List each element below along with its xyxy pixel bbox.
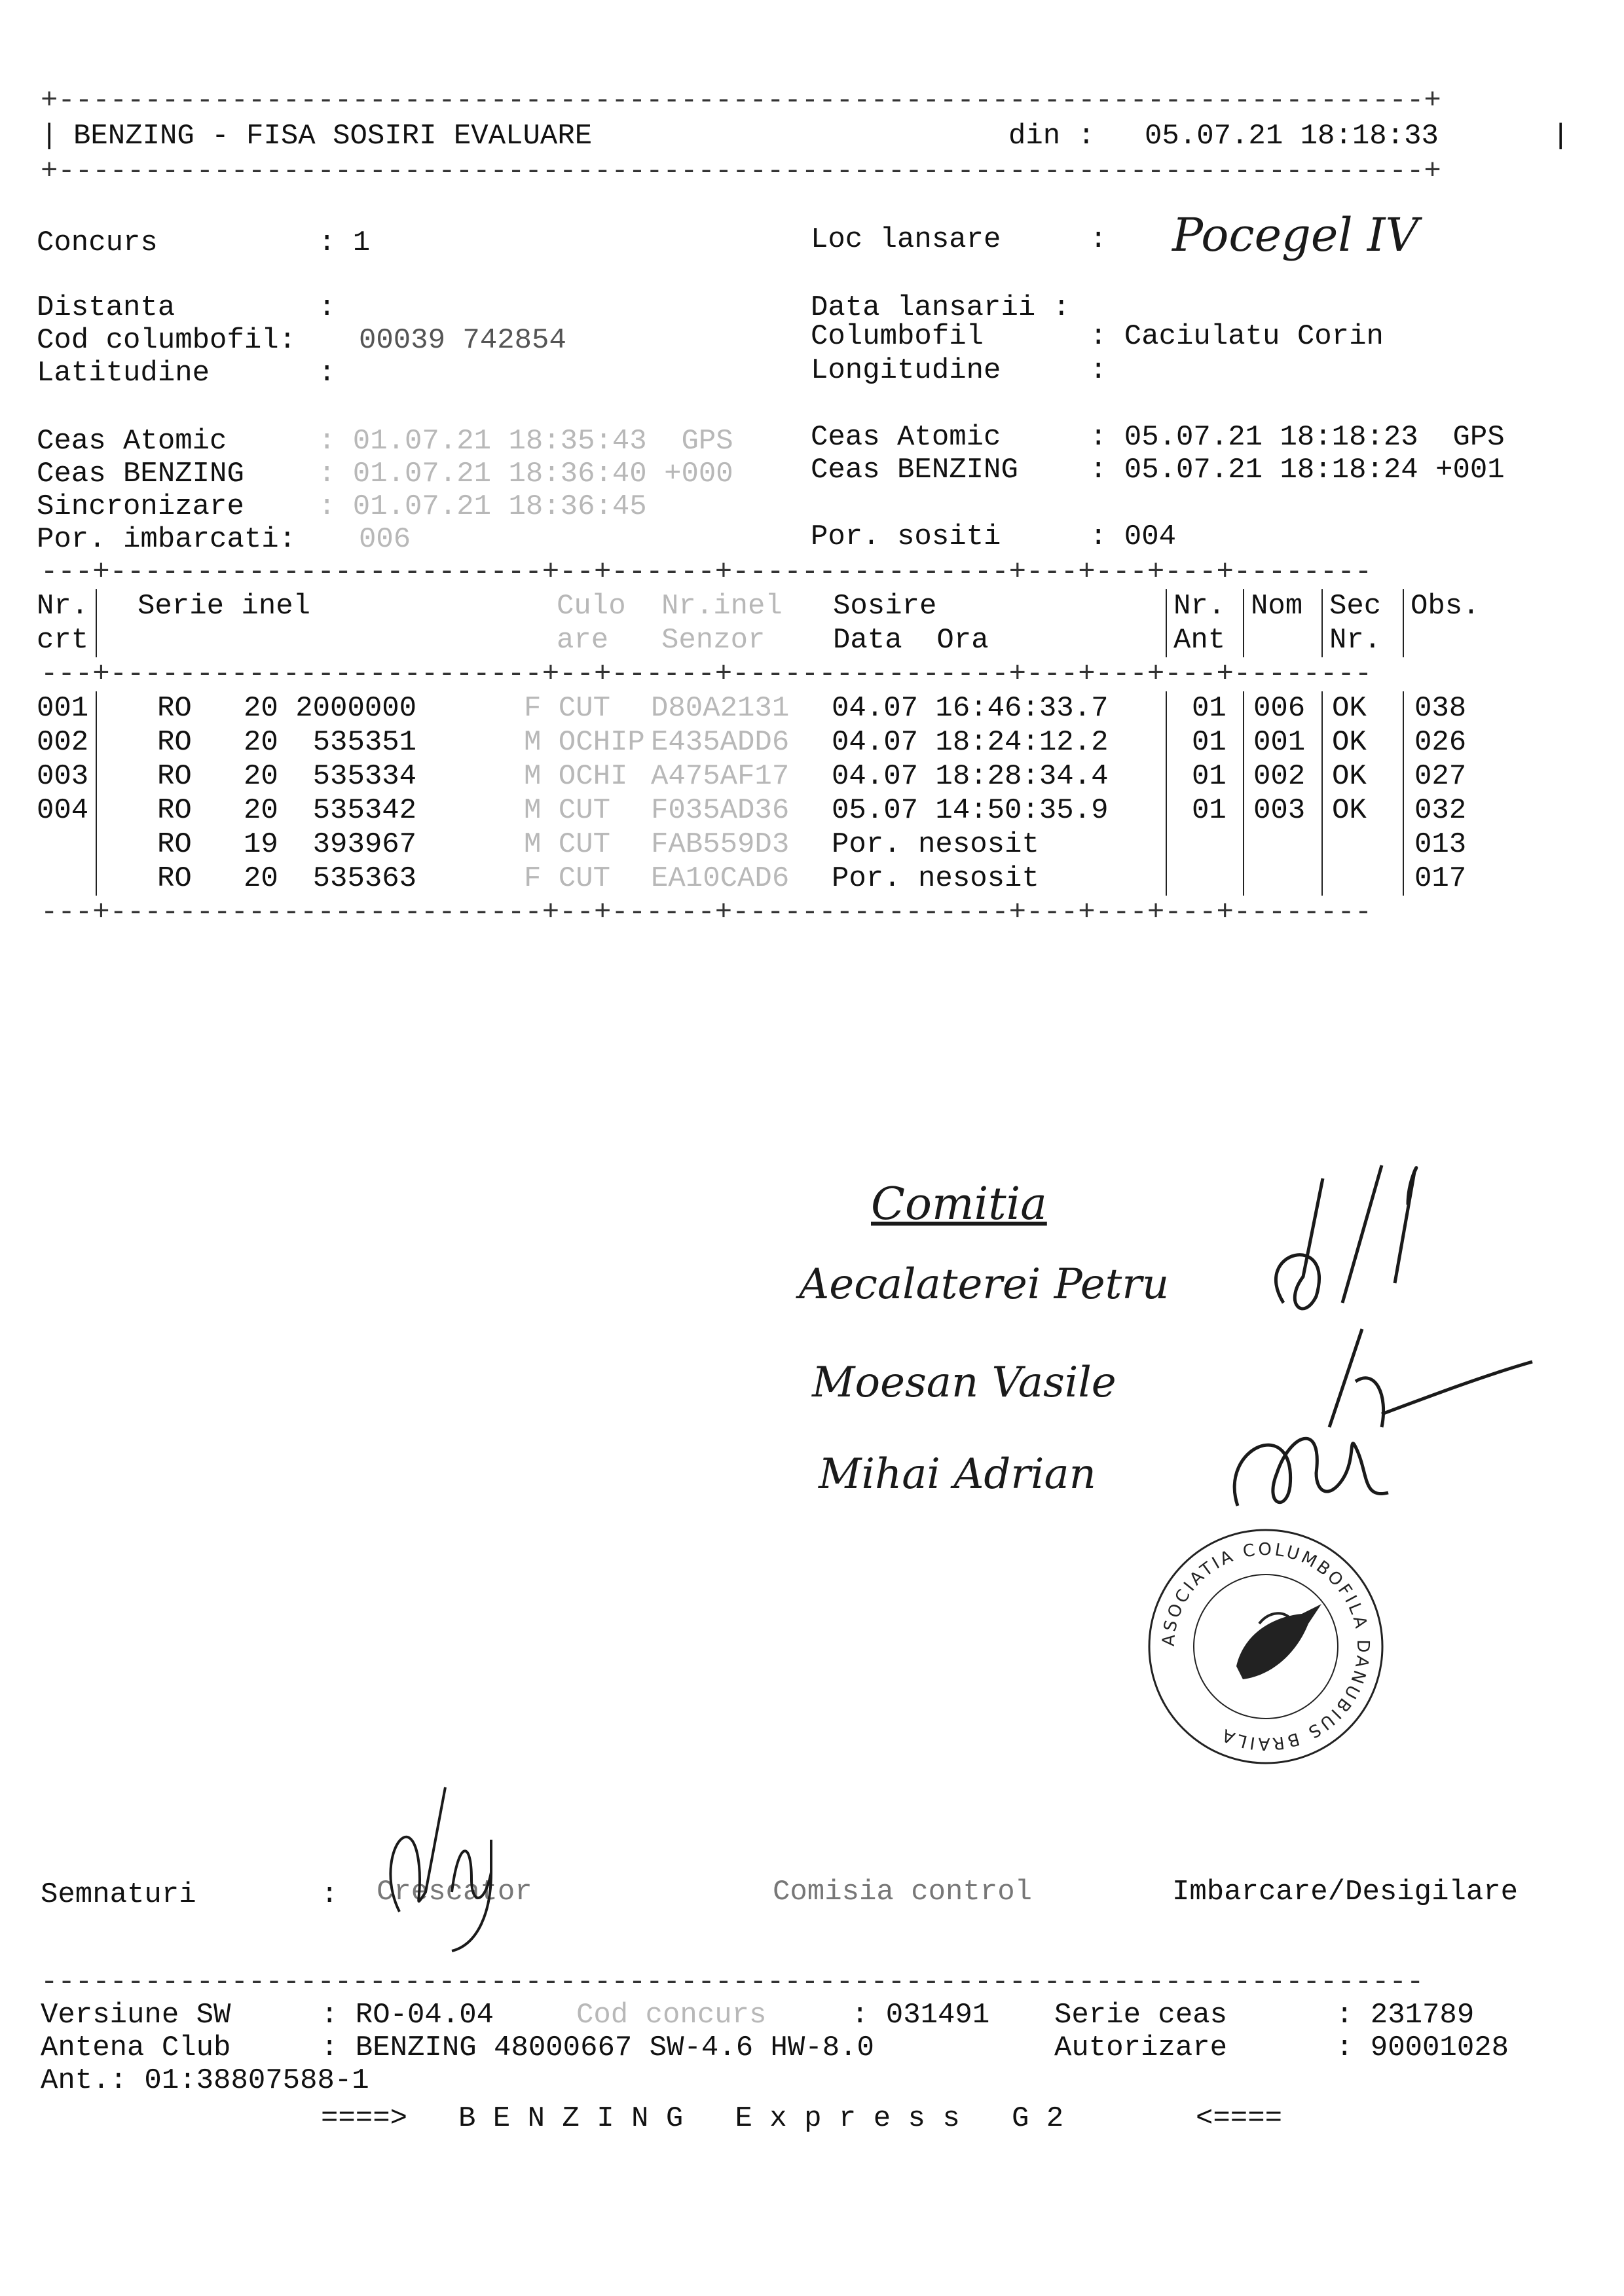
row-nr: 003 [37,760,89,793]
header-din-value: 05.07.21 18:18:33 [1145,120,1439,153]
row-obs: 026 [1414,726,1467,759]
cod-columbofil-value: 00039 742854 [359,324,566,357]
row-sosire: 05.07 14:50:35.9 [832,794,1109,827]
serie-ceas-label: Serie ceas [1054,1999,1228,2032]
row-ant: 01 [1192,760,1227,793]
semnaturi-label: Semnaturi [41,1878,196,1911]
commission-signature-1 [1244,1152,1454,1336]
col-rule-ant [1166,589,1167,657]
th-nr: Nr. [37,590,89,623]
header-din-label: din : [1008,120,1096,153]
row-sosire: Por. nesosit [832,862,1039,895]
row-senzor: FAB559D3 [651,828,790,861]
loc-lansare-label: Loc lansare [811,223,1001,256]
autorizare-label: Autorizare [1054,2032,1228,2064]
th-data-ora: Data Ora [833,624,989,657]
loc-lansare-sep: : [1090,223,1107,256]
col-rule-1 [96,589,97,657]
cod-concurs-value: : 031491 [851,1999,990,2032]
row-senzor: D80A2131 [651,692,790,725]
row-sex: F CUT [524,692,611,725]
commission-member-1: Aecalaterei Petru [799,1260,1170,1309]
crescator-signature [373,1761,517,1958]
row-ring: RO 20 535334 [157,760,417,793]
th-nrinel: Nr.inel [661,590,783,623]
ceas-benzing-right-value: : 05.07.21 18:18:24 +001 [1090,454,1505,486]
row-ring: RO 20 2000000 [157,692,417,725]
row-obs: 017 [1414,862,1467,895]
row-nr: 001 [37,692,89,725]
header-right-bar: | [1552,120,1570,153]
row-ant: 01 [1192,692,1227,725]
latitudine-label: Latitudine [37,357,210,390]
pigeon-icon [1236,1604,1321,1679]
versiune-sw-value: : RO-04.04 [321,1999,494,2032]
th-culo: Culo [557,590,626,623]
th-sec-nr: Nr. [1329,624,1382,657]
imbarcare-desigilare-label: Imbarcare/Desigilare [1172,1876,1519,1908]
por-imbarcati-value: 006 [359,523,411,556]
th-are: are [557,624,609,657]
row-ring: RO 19 393967 [157,828,417,861]
th-sec: Sec [1329,590,1382,623]
th-obs: Obs. [1411,590,1480,623]
row-nom: 001 [1253,726,1306,759]
loc-lansare-handwritten: Pocegel IV [1172,208,1419,262]
commission-member-3: Mihai Adrian [819,1450,1096,1499]
commission-title: Comitia [871,1178,1047,1230]
header-border-top: +-------------------------------------------------------------------------------+ [41,84,1441,117]
row-ant: 01 [1192,726,1227,759]
row-ring: RO 20 535351 [157,726,417,759]
col-rule-sec-b [1321,691,1323,896]
ceas-atomic-right-value: : 05.07.21 18:18:23 GPS [1090,421,1505,454]
row-nr: 002 [37,726,89,759]
columbofil-value: : Caciulatu Corin [1090,320,1384,353]
distanta-value: : [318,291,336,324]
row-sec: OK [1332,692,1367,725]
commission-signature-3 [1218,1408,1414,1525]
ceas-atomic-left-value: : 01.07.21 18:35:43 GPS [318,425,733,458]
row-senzor: EA10CAD6 [651,862,790,895]
concurs-label: Concurs [37,227,158,259]
row-nr: 004 [37,794,89,827]
columbofil-label: Columbofil [811,320,984,353]
row-ring: RO 20 535342 [157,794,417,827]
th-ant: Ant [1173,624,1226,657]
row-sosire: 04.07 18:28:34.4 [832,760,1109,793]
row-sex: M CUT [524,794,611,827]
por-sositi-label: Por. sositi [811,520,1001,553]
serie-ceas-value: : 231789 [1336,1999,1475,2032]
footer-divider: -------------------------------------------------------------------------------- [41,1966,1424,1999]
antena-club-label: Antena Club [41,2032,231,2064]
col-rule-obs-b [1403,691,1404,896]
header-title: BENZING - FISA SOSIRI EVALUARE [73,120,593,153]
row-sex: M OCHIP [524,726,645,759]
table-border-top: ---+-------------------------+--+------+----------------+---+---+---+-------- [41,556,1373,589]
versiune-sw-label: Versiune SW [41,1999,231,2032]
th-senzor: Senzor [661,624,766,657]
latitudine-value: : [318,357,336,390]
row-senzor: E435ADD6 [651,726,790,759]
row-sex: F CUT [524,862,611,895]
crescator-label: Crescator [377,1876,532,1908]
row-obs: 013 [1414,828,1467,861]
row-senzor: A475AF17 [651,760,790,793]
row-nom: 002 [1253,760,1306,793]
header-border-bottom: +-------------------------------------------------------------------------------+ [41,155,1441,188]
row-sex: M CUT [524,828,611,861]
antenna-id: Ant.: 01:38807588-1 [41,2064,369,2097]
longitudine-value: : [1090,354,1107,387]
ceas-benzing-left-value: : 01.07.21 18:36:40 +000 [318,458,733,490]
col-rule-nom-b [1243,691,1244,896]
row-obs: 038 [1414,692,1467,725]
table-border-bottom: ---+-------------------------+--+------+----------------+---+---+---+-------- [41,896,1373,929]
col-rule-obs [1403,589,1404,657]
association-stamp [1145,1525,1387,1768]
autorizare-value: : 90001028 [1336,2032,1509,2064]
row-obs: 032 [1414,794,1467,827]
data-lansarii-label: Data lansarii : [811,291,1071,324]
stamp-text: ASOCIATIA COLUMBOFILA DANUBIUS BRAILA [1158,1539,1373,1754]
longitudine-label: Longitudine [811,354,1001,387]
row-sec: OK [1332,760,1367,793]
cod-concurs-label: Cod concurs [576,1999,767,2032]
ceas-benzing-left-label: Ceas BENZING [37,458,244,490]
sincronizare-value: : 01.07.21 18:36:45 [318,490,647,523]
brand-name: B E N Z I N G E x p r e s s G 2 [458,2102,1064,2135]
col-rule-ant-b [1166,691,1167,896]
ceas-atomic-left-label: Ceas Atomic [37,425,227,458]
ceas-atomic-right-label: Ceas Atomic [811,421,1001,454]
concurs-value: : 1 [318,227,371,259]
th-crt: crt [37,624,89,657]
row-sex: M OCHI [524,760,628,793]
row-sosire: Por. nesosit [832,828,1039,861]
th-sosire: Sosire [833,590,937,623]
por-sositi-value: : 004 [1090,520,1177,553]
por-imbarcati-label: Por. imbarcati: [37,523,297,556]
row-sosire: 04.07 18:24:12.2 [832,726,1109,759]
row-senzor: F035AD36 [651,794,790,827]
header-left-bar: | [41,120,58,153]
th-nom: Nom [1251,590,1303,623]
commission-member-2: Moesan Vasile [812,1358,1116,1407]
brand-arrow-right: <==== [1196,2102,1283,2135]
table-header-divider: ---+-------------------------+--+------+----------------+---+---+---+-------- [41,658,1373,691]
row-sec: OK [1332,794,1367,827]
sincronizare-label: Sincronizare [37,490,244,523]
col-rule-sec [1321,589,1323,657]
col-rule-nom [1243,589,1244,657]
antena-club-value: : BENZING 48000667 SW-4.6 HW-8.0 [321,2032,874,2064]
row-obs: 027 [1414,760,1467,793]
row-ant: 01 [1192,794,1227,827]
brand-arrow-left: ====> [321,2102,408,2135]
comisia-control-label: Comisia control [773,1876,1033,1908]
th-nr-ant: Nr. [1173,590,1226,623]
row-nom: 003 [1253,794,1306,827]
row-sec: OK [1332,726,1367,759]
th-serie: Serie inel [138,590,311,623]
col-rule-1b [96,691,97,896]
distanta-label: Distanta [37,291,175,324]
ceas-benzing-right-label: Ceas BENZING [811,454,1018,486]
semnaturi-sep: : [321,1878,339,1911]
row-sosire: 04.07 16:46:33.7 [832,692,1109,725]
row-ring: RO 20 535363 [157,862,417,895]
row-nom: 006 [1253,692,1306,725]
cod-columbofil-label: Cod columbofil: [37,324,297,357]
